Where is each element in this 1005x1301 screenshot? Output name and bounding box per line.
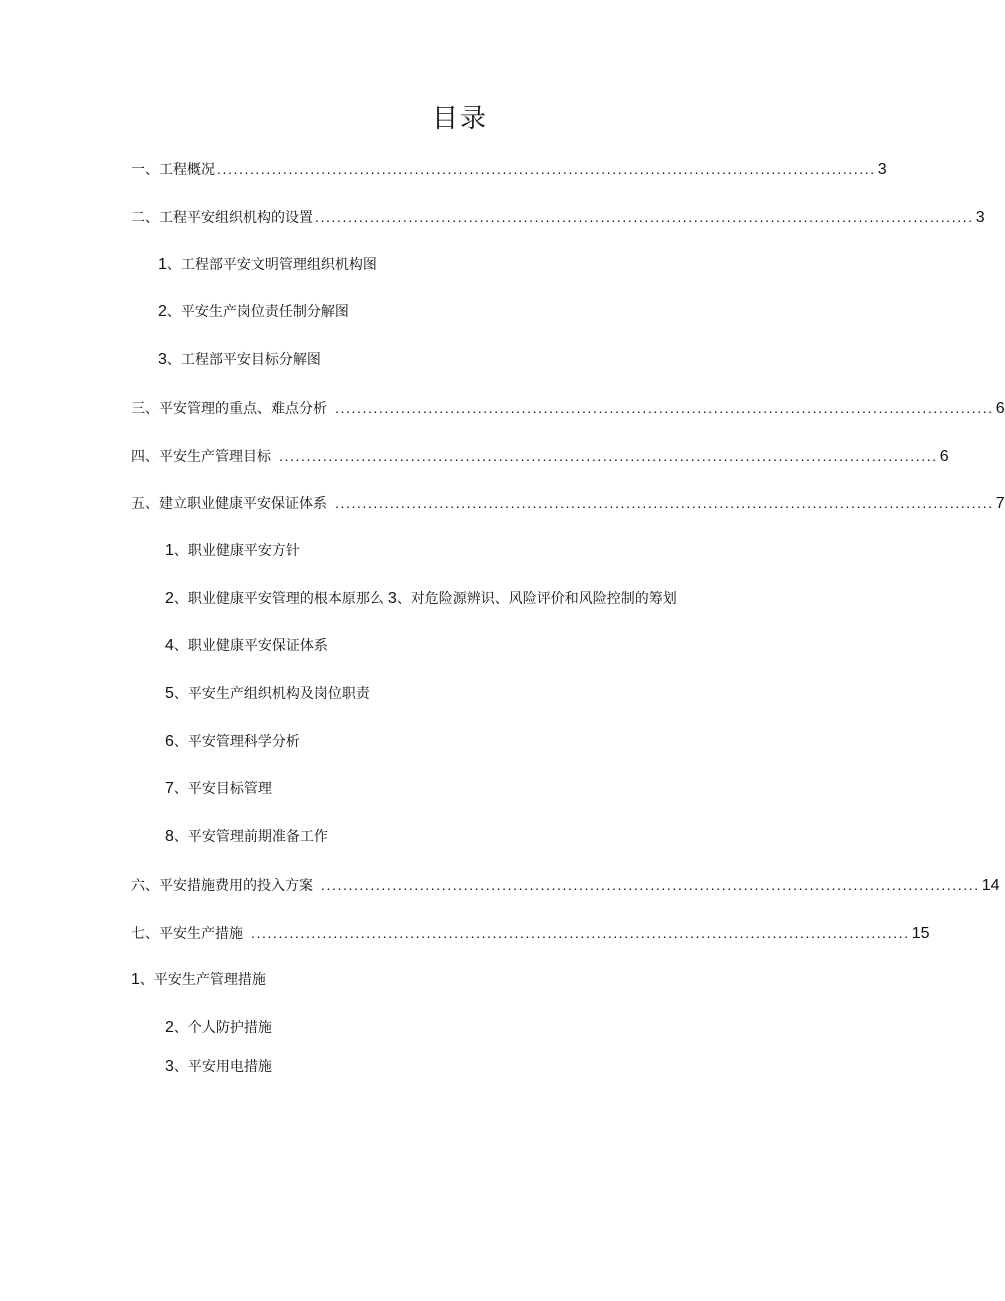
toc-subentry-number: 1	[158, 256, 167, 273]
toc-leader-dots: ........................................................................................................................	[217, 161, 876, 177]
toc-page-number: 3	[975, 209, 985, 226]
toc-entry-text: 七、平安生产措施	[131, 926, 243, 942]
toc-subentry-number: 4	[165, 637, 174, 654]
toc-subentry[interactable]	[165, 587, 677, 611]
toc-entry[interactable]	[131, 491, 1005, 515]
toc-subentry-number: 6	[165, 733, 174, 750]
toc-entry[interactable]	[131, 444, 949, 468]
toc-subentry[interactable]	[165, 825, 328, 849]
toc-leader-dots: ........................................................................................................................	[251, 925, 910, 941]
toc-leader-dots: ........................................................................................................................	[315, 209, 974, 225]
toc-subentry-text: 、平安生产管理措施	[139, 972, 266, 988]
toc-page-number: 14	[981, 877, 1000, 894]
toc-subentry-text: 、工程部平安文明管理组织机构图	[166, 257, 377, 273]
toc-subentry-number: 2	[158, 303, 167, 320]
toc-entry-text: 一、工程概况	[131, 162, 215, 178]
toc-subentry-number: 3	[387, 590, 397, 607]
toc-leader-dots: ........................................................................................................................	[279, 448, 938, 464]
toc-leader-dots: ........................................................................................................................	[335, 400, 994, 416]
toc-subentry-text: 、平安管理科学分析	[173, 734, 300, 750]
toc-subentry-text: 、对危险源辨识、风险评价和风险控制的筹划	[396, 591, 677, 607]
toc-page-number: 6	[939, 448, 949, 465]
toc-subentry-text: 、平安生产组织机构及岗位职责	[173, 686, 370, 702]
toc-entry-text: 二、工程平安组织机构的设置	[131, 210, 313, 226]
toc-subentry-text: 、工程部平安目标分解图	[166, 352, 321, 368]
toc-subentry[interactable]	[131, 968, 266, 992]
toc-entry-text: 五、建立职业健康平安保证体系	[131, 496, 327, 512]
toc-page-number: 3	[877, 161, 887, 178]
toc-subentry-number: 1	[165, 542, 174, 559]
toc-subentry[interactable]	[165, 682, 370, 706]
toc-entry[interactable]	[131, 873, 1000, 897]
toc-subentry[interactable]	[158, 348, 321, 372]
toc-subentry[interactable]	[165, 1016, 272, 1040]
toc-subentry-text: 、个人防护措施	[173, 1020, 272, 1036]
toc-subentry-number: 7	[165, 780, 174, 797]
toc-page-number: 7	[995, 495, 1005, 512]
toc-subentry[interactable]	[165, 634, 328, 658]
toc-subentry-text: 、职业健康平安保证体系	[173, 638, 328, 654]
toc-entry-text: 四、平安生产管理目标	[131, 449, 271, 465]
toc-entry-text: 六、平安措施费用的投入方案	[131, 878, 313, 894]
toc-subentry[interactable]	[165, 730, 300, 754]
toc-subentry-number: 8	[165, 828, 174, 845]
toc-subentry-number: 3	[158, 351, 167, 368]
toc-page-number: 15	[911, 925, 930, 942]
toc-subentry[interactable]	[165, 1055, 272, 1079]
toc-subentry-number: 2	[165, 590, 174, 607]
toc-subentry-text: 、平安用电措施	[173, 1059, 272, 1075]
toc-subentry[interactable]	[158, 253, 377, 277]
toc-subentry-text: 、职业健康平安方针	[173, 543, 300, 559]
toc-subentry[interactable]	[165, 777, 272, 801]
toc-page-number: 6	[995, 400, 1005, 417]
toc-subentry-text: 、平安生产岗位责任制分解图	[166, 304, 349, 320]
toc-subentry-number: 5	[165, 685, 174, 702]
toc-subentry-text: 、平安管理前期准备工作	[173, 829, 328, 845]
toc-subentry-number: 2	[165, 1019, 174, 1036]
toc-subentry[interactable]	[158, 300, 349, 324]
toc-entry[interactable]	[131, 205, 985, 229]
toc-title: 目录	[431, 104, 488, 134]
toc-entry[interactable]	[131, 921, 930, 945]
toc-leader-dots: ........................................................................................................................	[335, 495, 994, 511]
toc-subentry-number: 3	[165, 1058, 174, 1075]
toc-entry[interactable]	[131, 396, 1005, 420]
toc-subentry-number: 1	[131, 971, 140, 988]
toc-subentry-text: 、职业健康平安管理的根本原那么	[173, 591, 384, 607]
toc-entry[interactable]	[131, 157, 887, 181]
toc-subentry[interactable]	[165, 539, 300, 563]
toc-subentry-text: 、平安目标管理	[173, 781, 272, 797]
toc-leader-dots: ........................................................................................................................	[321, 877, 980, 893]
toc-entry-text: 三、平安管理的重点、难点分析	[131, 401, 327, 417]
